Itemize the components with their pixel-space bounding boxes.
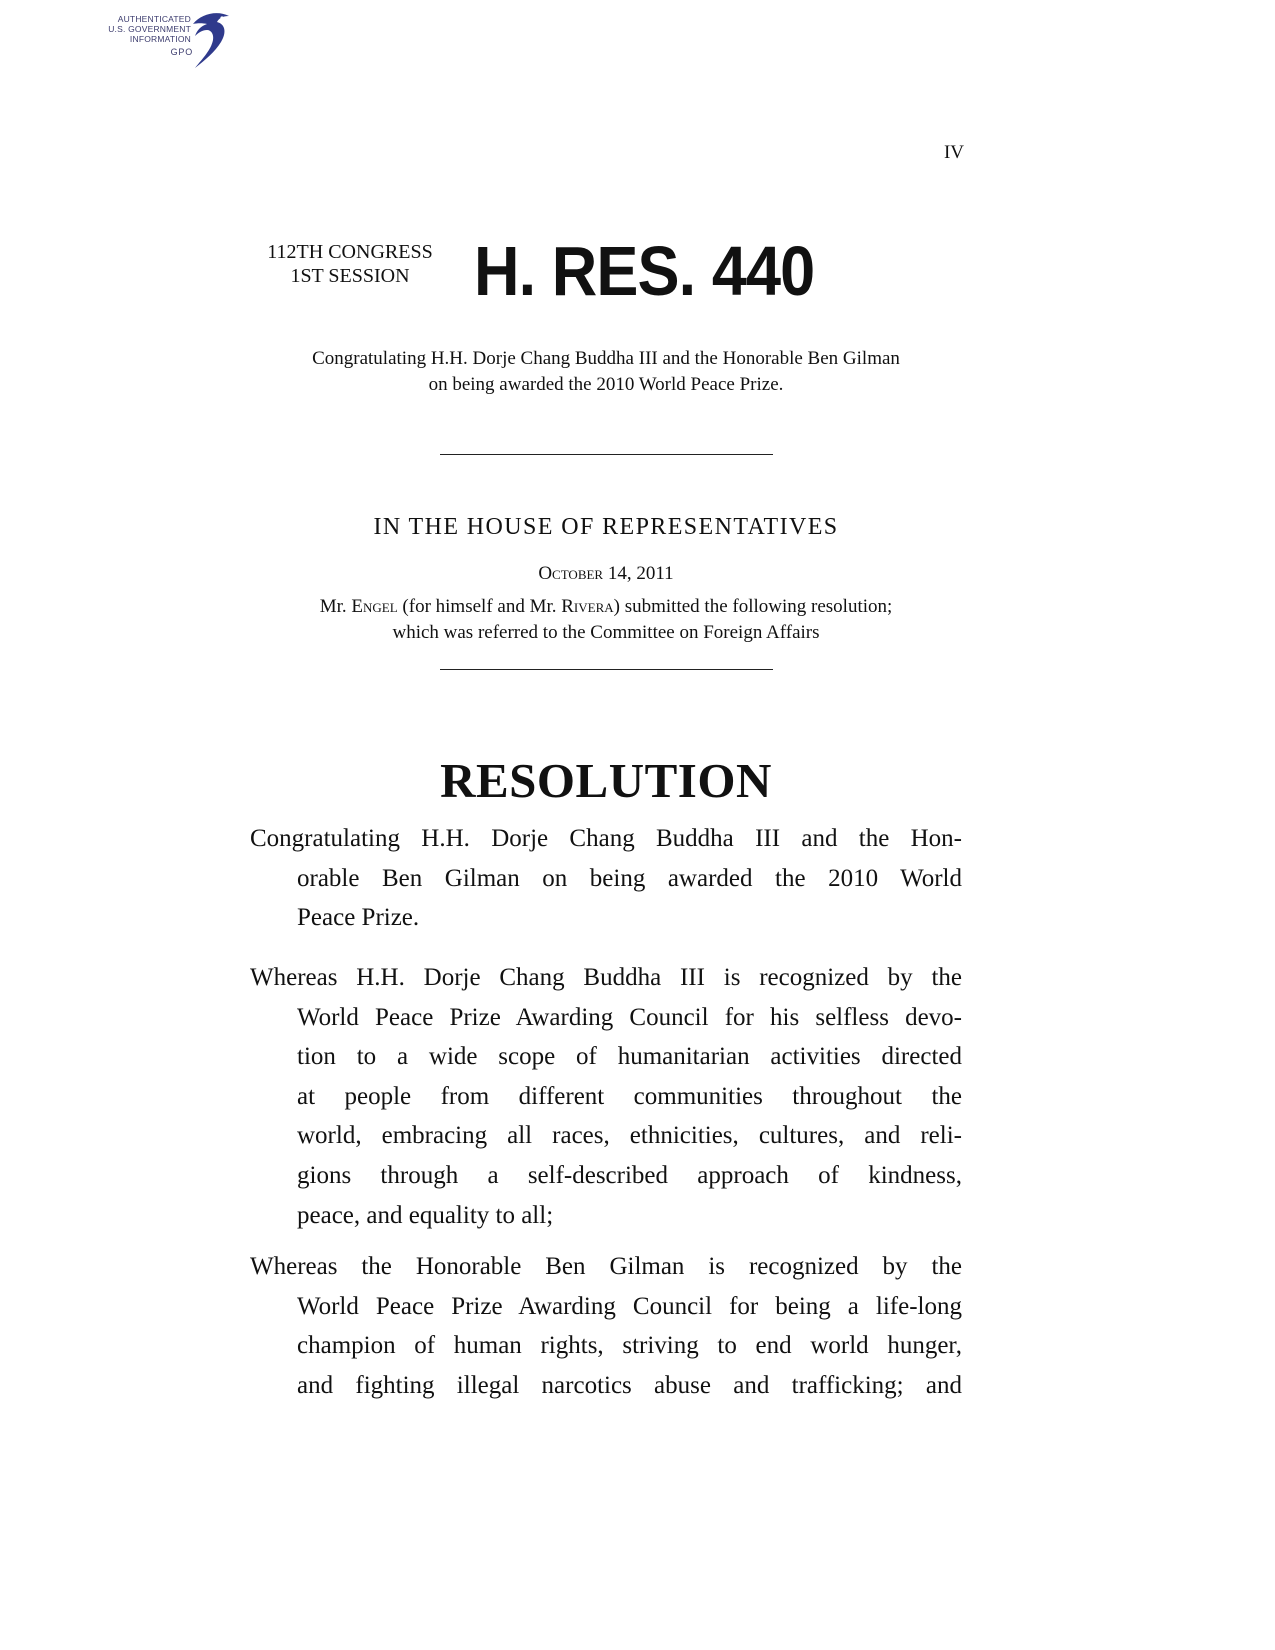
- eagle-icon: [187, 10, 233, 72]
- cosponsor-name: Rivera: [561, 596, 614, 617]
- paragraph-line: at people from different communities throughout the: [297, 1082, 962, 1110]
- gpo-authenticated-logo: [103, 10, 233, 72]
- action-line: which was referred to the Committee on Foreign Affairs: [392, 622, 820, 643]
- session-number: 1ST SESSION: [290, 265, 410, 287]
- paragraph-line: World Peace Prize Awarding Council for being a life-long: [297, 1292, 962, 1320]
- whereas-clause: [250, 1247, 962, 1405]
- paragraph-line: Peace Prize.: [297, 904, 420, 932]
- short-title-line: Congratulating H.H. Dorje Chang Buddha III and the Honorable Ben Gilman: [312, 348, 900, 369]
- congress-number: 112TH CONGRESS: [267, 241, 433, 263]
- paragraph-line: gions through a self-described approach of kindness,: [297, 1161, 962, 1189]
- paragraph-line: world, embracing all races, ethnicities, cultures, and reli-: [297, 1122, 962, 1150]
- paragraph-line: Whereas H.H. Dorje Chang Buddha III is recognized by the: [250, 964, 962, 991]
- page-number: IV: [943, 142, 964, 163]
- paragraph-line: World Peace Prize Awarding Council for his selfless devo-: [297, 1003, 962, 1031]
- action-date: October 14, 2011: [538, 563, 674, 584]
- long-title-paragraph: [250, 819, 962, 938]
- logo-text-line: INFORMATION: [129, 34, 191, 44]
- paragraph-line: tion to a wide scope of humanitarian activities directed: [297, 1043, 962, 1071]
- chamber-heading: IN THE HOUSE OF REPRESENTATIVES: [373, 514, 839, 540]
- resolution-heading: RESOLUTION: [440, 753, 772, 808]
- divider-rule: [440, 454, 773, 455]
- congress-session-label: [252, 240, 448, 288]
- short-title: [248, 346, 964, 398]
- whereas-clause: [250, 958, 962, 1235]
- action-prefix: Mr.: [319, 596, 352, 617]
- paragraph-line: orable Ben Gilman on being awarded the 2010 World: [297, 864, 962, 892]
- action-line: [248, 594, 964, 620]
- paragraph-line: Congratulating H.H. Dorje Chang Buddha III and the Hon-: [250, 825, 962, 852]
- action-suffix: ) submitted the following resolution;: [613, 596, 893, 617]
- logo-gpo-mark: GPO: [170, 47, 193, 57]
- action-middle: (for himself and Mr.: [397, 596, 562, 617]
- logo-text-line: AUTHENTICATED: [117, 14, 191, 24]
- paragraph-line: Whereas the Honorable Ben Gilman is recognized by the: [250, 1253, 962, 1280]
- sponsor-name: Engel: [351, 596, 398, 617]
- paragraph-line: champion of human rights, striving to end world hunger,: [297, 1332, 962, 1360]
- paragraph-line: peace, and equality to all;: [297, 1201, 554, 1229]
- short-title-line: on being awarded the 2010 World Peace Prize.: [428, 374, 784, 395]
- divider-rule: [440, 669, 773, 670]
- bill-number: H. RES. 440: [474, 232, 815, 310]
- logo-text-line: U.S. GOVERNMENT: [108, 24, 191, 34]
- paragraph-line: and fighting illegal narcotics abuse and trafficking; and: [297, 1371, 962, 1399]
- action-text: [248, 594, 964, 646]
